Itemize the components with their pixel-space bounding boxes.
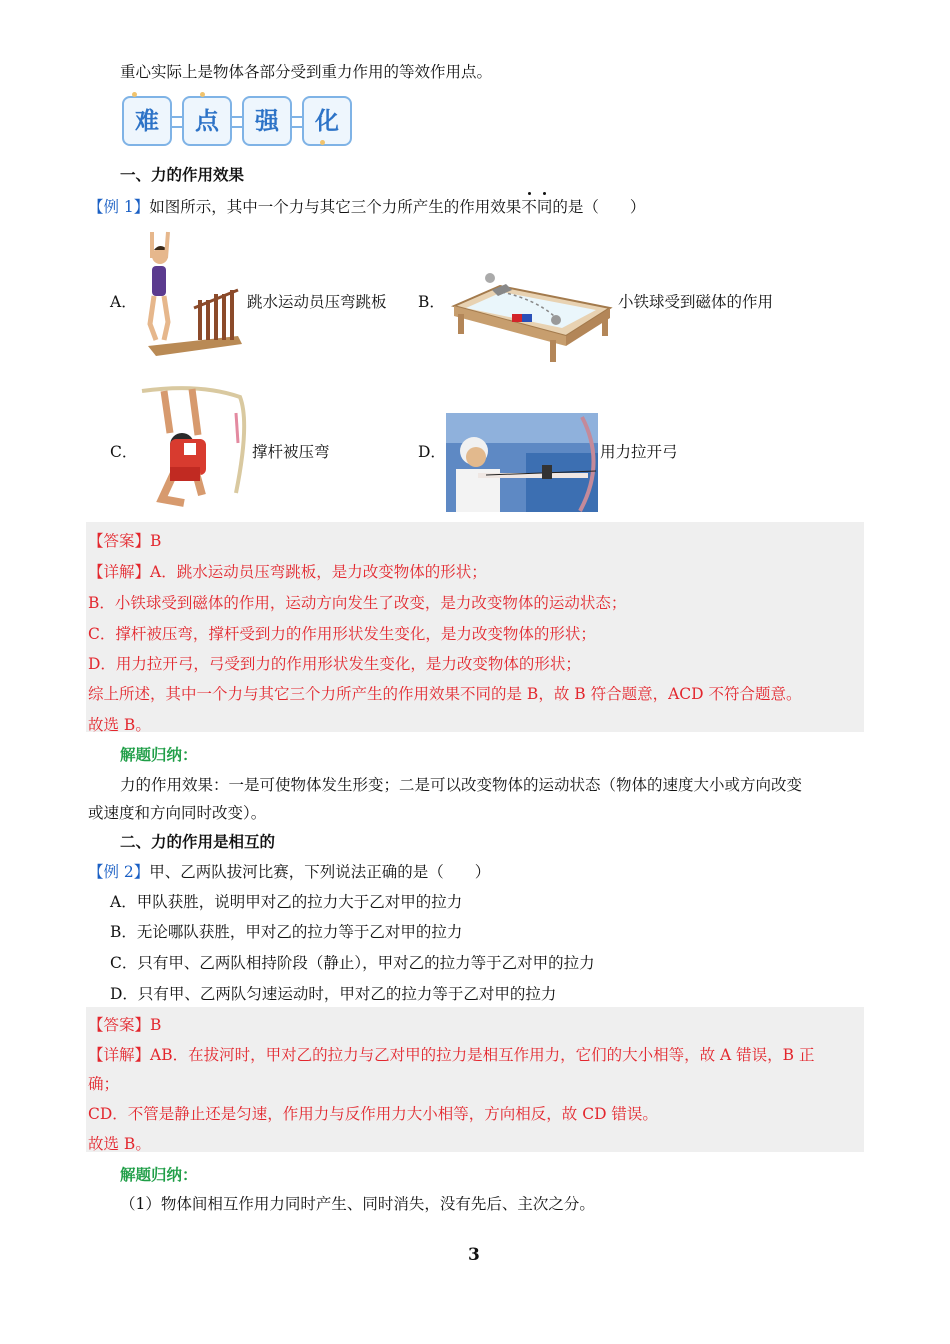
banner-connector <box>292 116 302 128</box>
banner-char-2: 点 <box>182 96 232 146</box>
detail2-line-4: 故选 B。 <box>88 1135 151 1153</box>
decor-dot <box>320 140 325 145</box>
option-b-caption: 小铁球受到磁体的作用 <box>618 293 774 311</box>
decor-dot <box>132 92 137 97</box>
archer-image <box>446 413 598 512</box>
question-text: 如图所示，其中一个力与其它三个力所产生的作用效果 <box>149 198 522 216</box>
diver-on-springboard-image <box>138 228 244 358</box>
answer-tag: 【答案】 <box>88 532 151 550</box>
banner-char-4: 化 <box>302 96 352 146</box>
emphasis-char: 不 <box>521 195 537 217</box>
decor-dot <box>200 92 205 97</box>
question-text: 的是（ ） <box>552 198 646 216</box>
example2-option-a: A．甲队获胜，说明甲对乙的拉力大于乙对甲的拉力 <box>110 893 463 911</box>
magnet-ball-table-image <box>446 270 616 366</box>
option-c-letter: C． <box>110 443 138 461</box>
option-c-caption: 撑杆被压弯 <box>252 443 330 461</box>
answer1 <box>88 529 161 551</box>
emphasis-char: 同 <box>537 195 553 217</box>
section1-heading: 一、力的作用效果 <box>120 165 245 184</box>
option-b-letter: B． <box>418 293 445 311</box>
example2-option-d: D．只有甲、乙两队匀速运动时，甲对乙的拉力等于乙对甲的拉力 <box>110 985 557 1003</box>
detail1-line-4: D．用力拉开弓，弓受到力的作用形状发生变化，是力改变物体的形状； <box>88 655 581 673</box>
example1-question <box>88 195 645 217</box>
detail1-line-1 <box>88 560 487 582</box>
answer2 <box>88 1013 161 1035</box>
section2-heading: 二、力的作用是相互的 <box>120 832 276 851</box>
summary1-line-1: 力的作用效果：一是可使物体发生形变；二是可以改变物体的运动状态（物体的速度大小或方向改变 <box>120 776 803 794</box>
summary2-line-1: （1）物体间相互作用力同时产生、同时消失，没有先后、主次之分。 <box>120 1195 595 1213</box>
option-d-letter: D． <box>418 443 446 461</box>
banner-char-3: 强 <box>242 96 292 146</box>
example1-tag: 【例 1】 <box>88 198 150 216</box>
option-a-letter: A． <box>110 293 137 311</box>
pole-vault-image <box>140 383 250 509</box>
detail-text: AB．在拔河时，甲对乙的拉力与乙对甲的拉力是相互作用力，它们的大小相等，故 A 错误，B 正 <box>150 1046 815 1064</box>
detail2-line-1 <box>88 1043 814 1065</box>
example2-option-c: C．只有甲、乙两队相持阶段（静止），甲对乙的拉力等于乙对甲的拉力 <box>110 954 595 972</box>
detail1-line-5: 综上所述，其中一个力与其它三个力所产生的作用效果不同的是 B，故 B 符合题意，ACD 不符合题意。 <box>88 685 802 703</box>
detail2-line-3: CD．不管是静止还是匀速，作用力与反作用力大小相等，方向相反，故 CD 错误。 <box>88 1105 658 1123</box>
detail1-line-6: 故选 B。 <box>88 716 151 734</box>
intro-line: 重心实际上是物体各部分受到重力作用的等效作用点。 <box>120 63 493 81</box>
question-text: 甲、乙两队拔河比赛，下列说法正确的是（ ） <box>149 863 491 881</box>
option-a-caption: 跳水运动员压弯跳板 <box>247 293 387 311</box>
example2-option-b: B．无论哪队获胜，甲对乙的拉力等于乙对甲的拉力 <box>110 923 463 941</box>
difficulty-banner <box>122 94 348 148</box>
example2-tag: 【例 2】 <box>88 863 150 881</box>
detail-text: A．跳水运动员压弯跳板，是力改变物体的形状； <box>150 563 487 581</box>
detail-tag: 【详解】 <box>88 1046 151 1064</box>
example2-question <box>88 860 490 882</box>
detail2-line-2: 确； <box>88 1075 120 1093</box>
banner-char-1: 难 <box>122 96 172 146</box>
answer-box-2 <box>86 1007 864 1152</box>
page-number: 3 <box>468 1245 480 1265</box>
summary1-title: 解题归纳： <box>120 745 198 764</box>
summary1-line-2: 或速度和方向同时改变）。 <box>88 804 267 822</box>
summary2-title: 解题归纳： <box>120 1165 198 1184</box>
answer-tag: 【答案】 <box>88 1016 151 1034</box>
detail1-line-2: B．小铁球受到磁体的作用，运动方向发生了改变，是力改变物体的运动状态； <box>88 594 627 612</box>
banner-connector <box>172 116 182 128</box>
answer-value: B <box>150 1016 162 1034</box>
detail1-line-3: C．撑杆被压弯，撑杆受到力的作用形状发生变化，是力改变物体的形状； <box>88 625 596 643</box>
option-d-caption: 用力拉开弓 <box>600 443 678 461</box>
answer-value: B <box>150 532 162 550</box>
banner-connector <box>232 116 242 128</box>
detail-tag: 【详解】 <box>88 563 151 581</box>
